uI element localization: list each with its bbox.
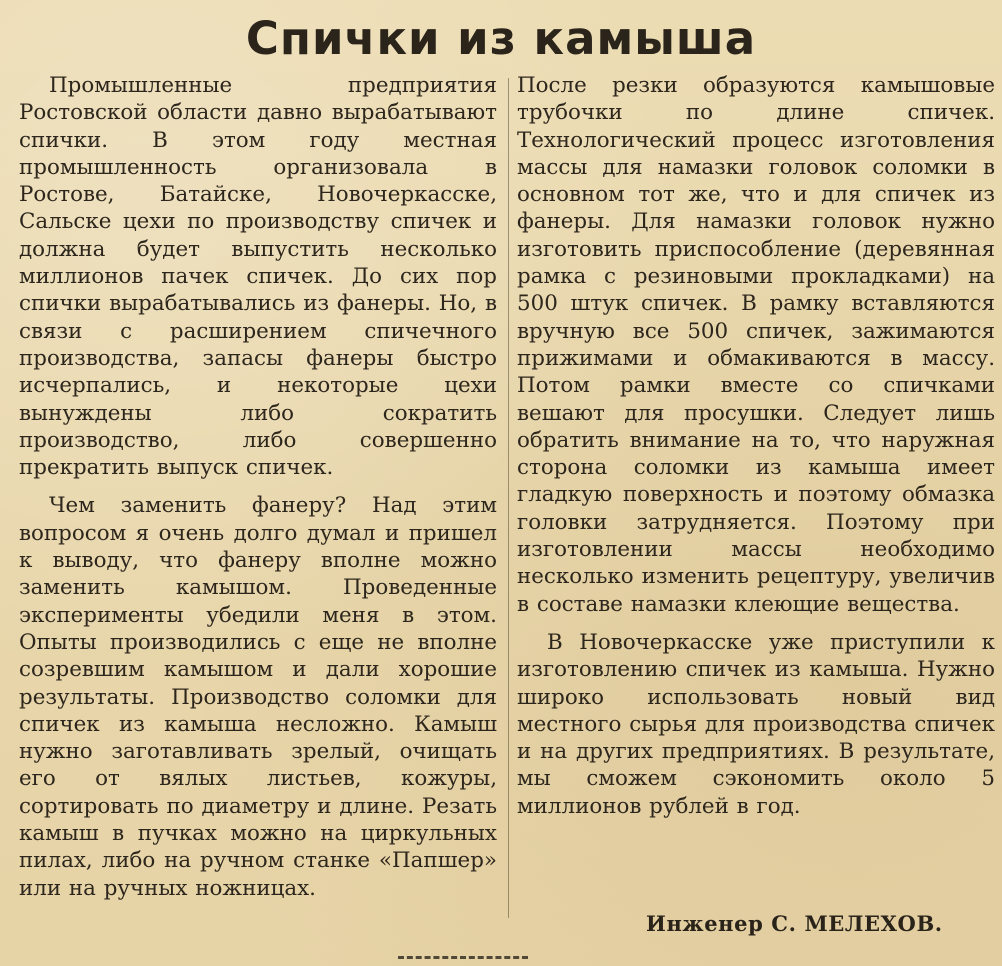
- closing-dash-rule: [398, 956, 528, 959]
- right-paragraph-1: После резки образуются камышовые трубочки по длине спичек. Технологический процесс изготовления массы для намазки головок соломки в основном тот же, что и для спичек из фанеры. Для намазки головок нужно изготовить приспособление (деревянная рамка с резиновыми прокладками) на 500 штук спичек. В рамку вставляются вручную все 500 спичек, зажимаются прижимами и обмакиваются в массу. Потом рамки вместе со спичками вешают для просушки. Следует лишь обратить внимание на то, что наружная сторона соломки из камыша имеет гладкую поверхность и поэтому обмазка головки затрудняется. Поэтому при изготовлении массы необходимо несколько изменить рецептуру, увеличив в составе намазки клеющие вещества.: [517, 73, 995, 617]
- left-paragraph-2: Чем заменить фанеру? Над этим вопросом я очень долго думал и пришел к выводу, что фанеру вполне можно заменить камышом. Проведенные эксперименты убедили меня в этом. Опыты производились с еще не вполне созревшим камышом и дали хорошие результаты. Производство соломки для спичек из камыша несложно. Камыш нужно заготавливать зрелый, очищать его от вялых листьев, кожуры, сортировать по диаметру и длине. Резать камыш в пучках можно на циркульных пилах, либо на ручном станке «Папшер» или на ручных ножницах.: [19, 493, 497, 901]
- left-column: [19, 72, 497, 902]
- right-column: [517, 72, 995, 820]
- column-divider: [508, 78, 509, 918]
- left-paragraph-1: Промышленные предприятия Ростовской области давно вырабатывают спички. В этом году местная промышленность организовала в Ростове, Батайске, Новочеркасске, Сальске цехи по производству спичек и должна будет выпустить несколько миллионов пачек спичек. До сих пор спички вырабатывались из фанеры. Но, в связи с расширением спичечного производства, запасы фанеры быстро исчерпались, и некоторые цехи вынуждены либо сократить производство, либо совершенно прекратить выпуск спичек.: [19, 73, 497, 481]
- author-signature: Инженер С. МЕЛЕХОВ.: [646, 911, 943, 936]
- article-title: Спички из камыша: [245, 12, 757, 65]
- right-paragraph-2: В Новочеркасске уже приступили к изготовлению спичек из камыша. Нужно широко использовать новый вид местного сырья для производства спичек и на других предприятиях. В результате, мы сможем сэкономить около 5 миллионов рублей в год.: [517, 629, 995, 819]
